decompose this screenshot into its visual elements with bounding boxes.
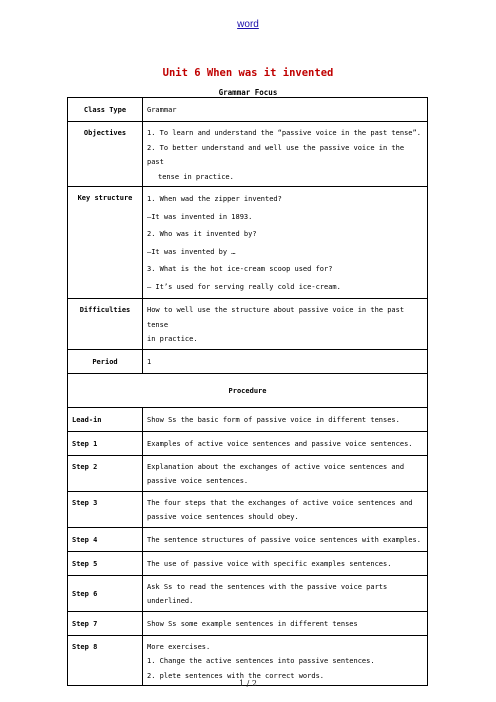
step-label: Step 2 [68, 455, 143, 491]
key-structure-line: 1. When wad the zipper invented? [147, 195, 282, 203]
header-word-link[interactable]: word [237, 19, 259, 30]
difficulties-line: in practice. [147, 335, 198, 343]
key-structure-line: 2. Who was it invented by? [147, 230, 257, 238]
step-line: Ask Ss to read the sentences with the passive voice parts underlined. [147, 582, 388, 605]
step-row-8 [68, 635, 428, 686]
procedure-heading-row [68, 373, 428, 407]
step-label: Step 7 [68, 611, 143, 635]
step-line: The four steps that the exchanges of active voice sentences and [147, 498, 413, 507]
objectives-content [143, 122, 428, 187]
step-content [143, 527, 428, 551]
period-row [68, 349, 428, 373]
step-row-3 [68, 491, 428, 527]
step-row-5 [68, 551, 428, 575]
step-row-lead-in [68, 407, 428, 431]
step-line: The sentence structures of passive voice sentences with examples. [147, 535, 421, 544]
step-label: Lead-in [68, 407, 143, 431]
key-structure-label: Key structure [68, 187, 143, 299]
step-row-7 [68, 611, 428, 635]
key-structure-line: 3. What is the hot ice-cream scoop used for? [147, 265, 333, 273]
step-label: Step 8 [68, 635, 143, 686]
step-label: Step 4 [68, 527, 143, 551]
step-line: 2. plete sentences with the correct words. [147, 671, 325, 680]
document-subtitle: Grammar Focus [218, 88, 278, 97]
key-structure-line: — It’s used for serving really cold ice-cream. [147, 282, 341, 291]
objective-line: tense in practice. [158, 172, 234, 181]
key-structure-content [143, 187, 428, 299]
period-value: 1 [143, 349, 428, 373]
step-row-6 [68, 575, 428, 611]
difficulties-content [143, 299, 428, 350]
step-label: Step 5 [68, 551, 143, 575]
step-line: The use of passive voice with specific examples sentences. [147, 559, 392, 568]
step-line: Show Ss some example sentences in different tenses [147, 619, 358, 628]
class-type-label: Class Type [68, 98, 143, 122]
step-line: More exercises. [147, 642, 211, 651]
lesson-plan-table [67, 97, 428, 686]
step-label: Step 6 [68, 575, 143, 611]
step-content [143, 575, 428, 611]
objectives-row [68, 122, 428, 187]
document-title: Unit 6 When was it invented [162, 67, 334, 79]
step-line: 1. Change the active sentences into passive sentences. [147, 657, 375, 665]
step-content [143, 407, 428, 431]
difficulties-label: Difficulties [68, 299, 143, 350]
key-structure-line: —It was invented by … [147, 247, 236, 256]
step-line: passive voice sentences. [147, 477, 249, 485]
objective-line: 1. To learn and understand the “passive voice in the past tense”. [147, 129, 421, 137]
step-label: Step 1 [68, 431, 143, 455]
step-content [143, 635, 428, 686]
step-row-2 [68, 455, 428, 491]
key-structure-line: —It was invented in 1893. [147, 212, 253, 221]
difficulties-row [68, 299, 428, 350]
objective-line: 2. To better understand and well use the passive voice in the past [147, 143, 405, 166]
step-row-4 [68, 527, 428, 551]
step-content [143, 551, 428, 575]
step-line: Explanation about the exchanges of active voice sentences and [147, 462, 405, 471]
objectives-label: Objectives [68, 122, 143, 187]
step-content [143, 491, 428, 527]
period-label: Period [68, 349, 143, 373]
difficulties-line: How to well use the structure about passive voice in the past tense [147, 306, 405, 329]
key-structure-row [68, 187, 428, 299]
step-line: passive voice sentences should obey. [147, 513, 299, 521]
step-content [143, 431, 428, 455]
step-line: Show Ss the basic form of passive voice in different tenses. [147, 415, 400, 424]
class-type-row [68, 98, 428, 122]
step-content [143, 455, 428, 491]
step-content [143, 611, 428, 635]
step-row-1 [68, 431, 428, 455]
procedure-heading: Procedure [68, 373, 428, 407]
class-type-value: Grammar [143, 98, 428, 122]
step-label: Step 3 [68, 491, 143, 527]
step-line: Examples of active voice sentences and passive voice sentences. [147, 439, 413, 448]
page-number: 1 / 2 [239, 679, 257, 688]
